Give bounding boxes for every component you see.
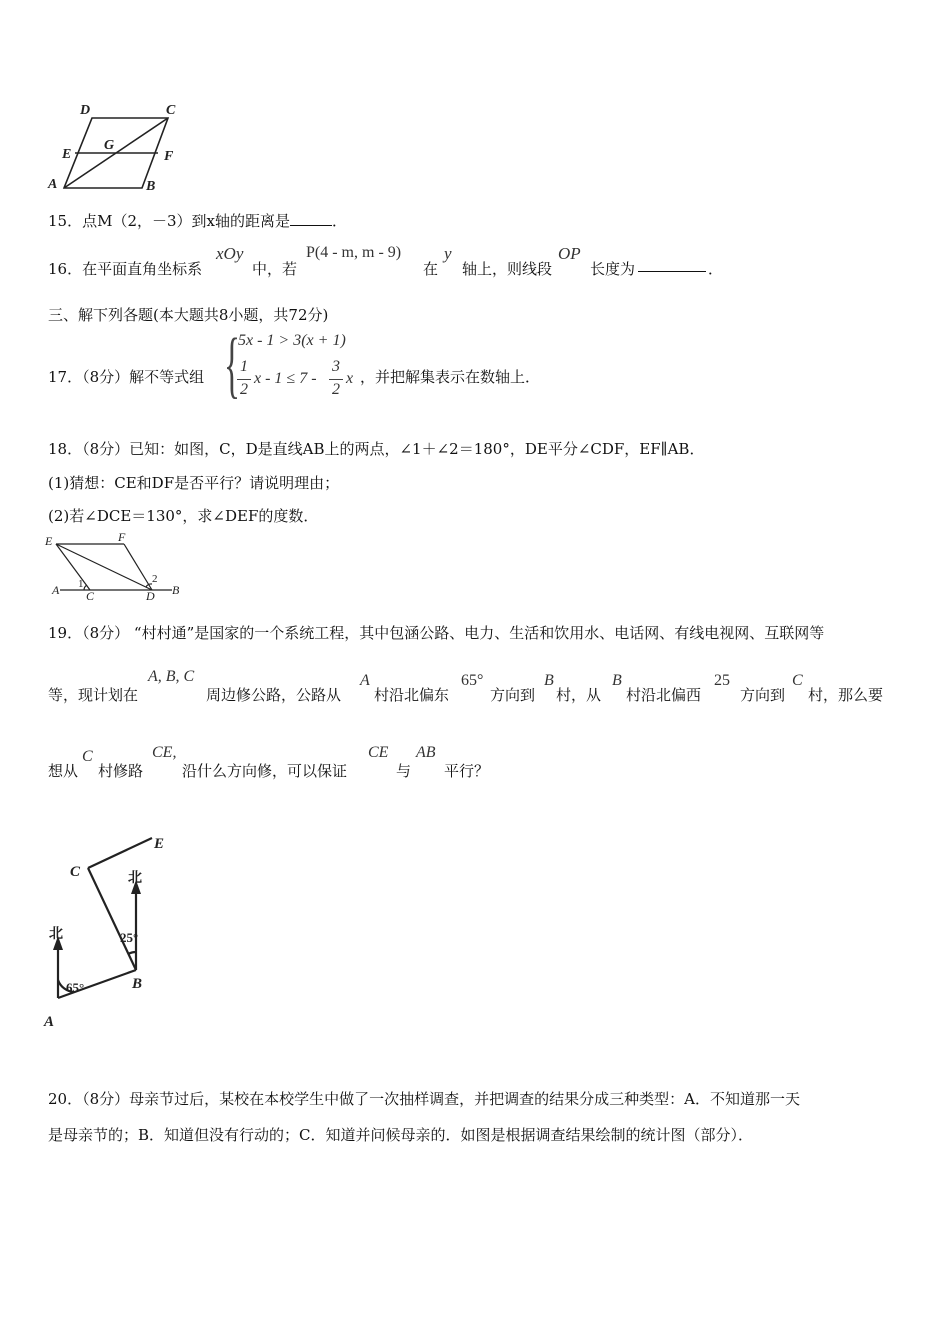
q19-label-A: A — [44, 1014, 55, 1030]
q19-B2: B — [612, 672, 622, 689]
q18-angle-1: 1 — [78, 578, 84, 590]
q19-l3a: 想从 — [48, 762, 79, 780]
q19-l2a: 等，现计划在 — [48, 686, 139, 704]
q19-direction-figure — [40, 828, 190, 1038]
q17-mid: x - 1 ≤ 7 - — [254, 370, 317, 387]
q17-frac1-den: 2 — [240, 381, 248, 398]
q19-l3e: 平行？ — [444, 762, 490, 780]
q19-l2f: 村沿北偏西 — [626, 686, 702, 704]
question-17 — [48, 324, 928, 410]
q19-l2c: 村沿北偏东 — [374, 686, 450, 704]
q19-B: B — [544, 672, 554, 689]
q16-p5: 长度为 — [590, 260, 636, 278]
q16-p1: 16．在平面直角坐标系 — [48, 260, 203, 278]
question-16 — [48, 246, 928, 286]
q19-l3c: 沿什么方向修，可以保证 — [182, 762, 348, 780]
q19-AB: AB — [416, 744, 436, 761]
label-F: F — [164, 149, 174, 164]
q19-l2g: 方向到 — [740, 686, 786, 704]
q17-frac2-bar — [329, 379, 343, 380]
q19-l3b: 村修路 — [98, 762, 144, 780]
q18-figure — [40, 530, 190, 602]
q17-frac1-bar — [237, 379, 251, 380]
q15-answer-blank — [290, 212, 332, 226]
q18-line-3: (2)若∠DCE＝130°，求∠DEF的度数． — [48, 507, 319, 525]
q16-xOy: xOy — [216, 244, 244, 263]
q19-line-3 — [48, 744, 928, 784]
q19-C2: C — [82, 748, 93, 765]
q18-label-A: A — [52, 583, 60, 597]
parallelogram-figure — [40, 98, 200, 198]
q18-line-2: (1)猜想：CE和DF是否平行？请说明理由； — [48, 474, 340, 492]
q16-p2: 中，若 — [252, 260, 298, 278]
q18-line-1: 18．（8分）已知：如图，C，D是直线AB上的两点，∠1＋∠2＝180°，DE平分∠CDF，EF∥AB． — [48, 440, 705, 458]
q17-x: x — [346, 370, 354, 387]
q19-angle-65: 65° — [66, 980, 85, 995]
q20-line-1: 20．（8分）母亲节过后，某校在本校学生中做了一次抽样调查，并把调查的结果分成三种类型：A．不知道那一天 — [48, 1090, 800, 1108]
q15-text: 15．点M（2，－3）到x轴的距离是 — [48, 212, 290, 230]
q17-frac2-den: 2 — [332, 381, 340, 398]
q19-A: A — [360, 672, 370, 689]
q15-end: ． — [332, 212, 348, 230]
q19-label-E: E — [154, 836, 165, 852]
q18-label-D: D — [146, 589, 155, 602]
q17-frac2-num: 3 — [332, 358, 340, 375]
q19-CE2: CE — [368, 744, 389, 761]
q18-label-E: E — [45, 534, 53, 548]
q18-label-F: F — [118, 530, 126, 544]
q19-C: C — [792, 672, 803, 689]
q16-p4: 轴上，则线段 — [462, 260, 553, 278]
label-A: A — [48, 177, 58, 192]
q17-label: 17．（8分）解不等式组 — [48, 368, 205, 386]
q16-P: P(4 - m, m - 9) — [306, 244, 402, 261]
label-B: B — [146, 179, 156, 194]
q19-l3d: 与 — [396, 762, 412, 780]
q19-label-C: C — [70, 864, 81, 880]
q19-line-2 — [48, 668, 928, 708]
q16-answer-blank — [638, 258, 706, 272]
label-C: C — [166, 103, 176, 118]
q17-inequality-1: 5x - 1 > 3(x + 1) — [238, 332, 346, 349]
q19-north-B: 北 — [128, 870, 142, 886]
q17-brace: { — [224, 324, 240, 406]
q19-label-B: B — [132, 976, 143, 992]
label-E: E — [62, 147, 72, 162]
q20-line-2: 是母亲节的；B．知道但没有行动的；C．知道并问候母亲的．如图是根据调查结果绘制的统计图（部分）． — [48, 1126, 754, 1144]
q19-deg25: 25 — [714, 672, 730, 689]
q17-frac1-num: 1 — [240, 358, 248, 375]
label-G: G — [104, 138, 115, 153]
label-D: D — [80, 103, 91, 118]
q19-line-1: 19．（8分） “村村通”是国家的一个系统工程，其中包涵公路、电力、生活和饮用水、电话网、有线电视网、互联网等 — [48, 624, 825, 642]
q19-l2b: 周边修公路，公路从 — [206, 686, 342, 704]
q16-y: y — [444, 244, 452, 263]
q16-OP: OP — [558, 244, 581, 263]
q18-label-C: C — [86, 589, 95, 602]
q19-l2e: 村，从 — [556, 686, 602, 704]
q16-end: ． — [708, 260, 724, 278]
q19-CE1: CE, — [152, 744, 177, 761]
q16-p3: 在 — [423, 260, 439, 278]
question-15 — [48, 210, 347, 231]
q19-l2h: 村，那么要 — [808, 686, 884, 704]
q18-angle-2: 2 — [152, 573, 158, 585]
q19-deg65: 65° — [461, 672, 484, 689]
section-3-heading: 三、解下列各题(本大题共8小题，共72分) — [48, 306, 329, 324]
q19-angle-25: 25° — [120, 930, 139, 945]
q19-north-A: 北 — [49, 926, 63, 942]
q18-label-B: B — [172, 583, 180, 597]
q19-ABC: A, B, C — [148, 668, 195, 685]
q17-tail: ，并把解集表示在数轴上． — [360, 368, 541, 386]
q19-l2d: 方向到 — [490, 686, 536, 704]
